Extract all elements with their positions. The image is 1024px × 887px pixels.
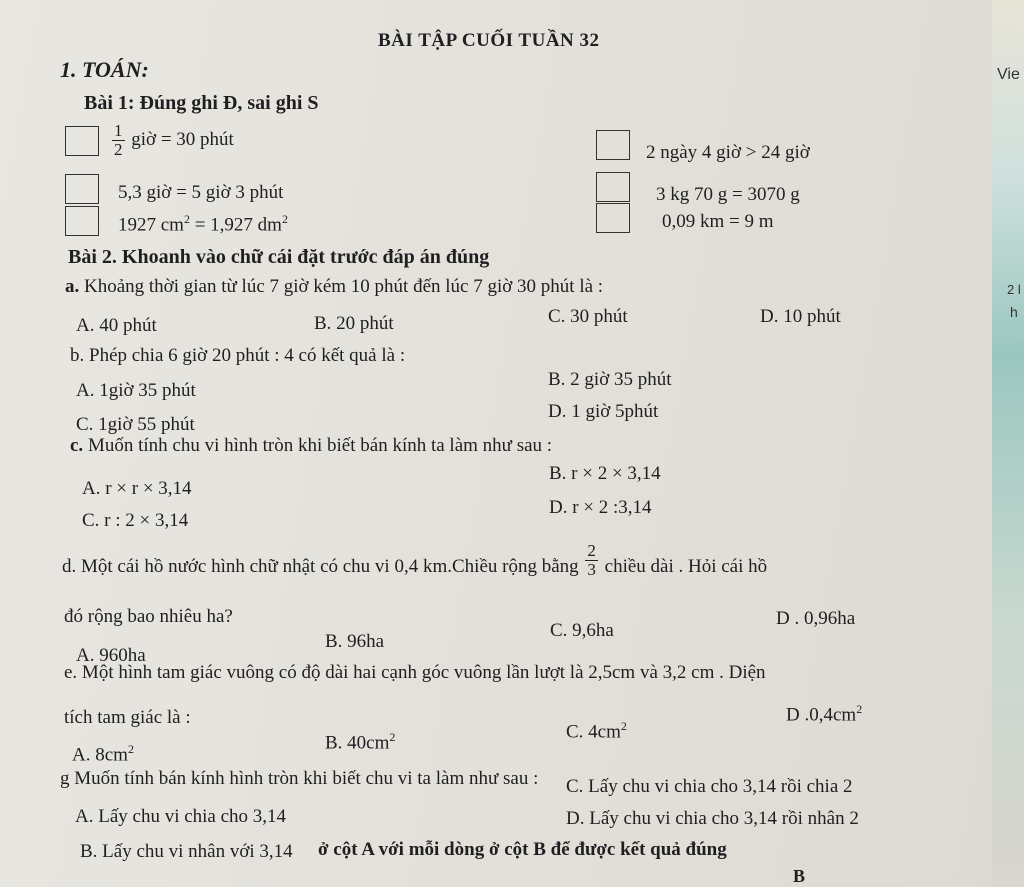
exercise-2-title: Bài 2. Khoanh vào chữ cái đặt trước đáp án đúng bbox=[68, 246, 490, 268]
question-e-cont: tích tam giác là : bbox=[64, 707, 191, 728]
page-edge-background bbox=[992, 0, 1024, 887]
option-b-C[interactable]: C. 1giờ 55 phút bbox=[76, 414, 195, 435]
question-c bbox=[70, 435, 552, 457]
edge-text-2: h bbox=[1010, 304, 1018, 320]
statement-text: 5,3 giờ = 5 giờ 3 phút bbox=[118, 182, 284, 203]
answer-box[interactable] bbox=[65, 126, 99, 156]
option-c-A[interactable]: A. r × r × 3,14 bbox=[82, 478, 192, 499]
fraction-numerator: 2 bbox=[587, 541, 596, 561]
answer-box[interactable] bbox=[65, 206, 99, 236]
question-text: chiều dài . Hỏi cái hồ bbox=[604, 556, 768, 577]
question-e: e. Một hình tam giác vuông có độ dài hai cạnh góc vuông lần lượt là 2,5cm và 3,2 cm . Diện bbox=[64, 662, 766, 683]
statement-text: 1927 cm bbox=[118, 214, 184, 236]
option-d-A[interactable]: A. 960ha bbox=[76, 645, 146, 666]
option-g-B[interactable]: B. Lấy chu vi nhân với 3,14 bbox=[80, 841, 293, 862]
edge-text-vie: Vie bbox=[997, 66, 1020, 83]
option-a-C[interactable]: C. 30 phút bbox=[548, 306, 628, 327]
exercise-1-title: Bài 1: Đúng ghi Đ, sai ghi S bbox=[84, 92, 319, 114]
option-g-C[interactable]: C. Lấy chu vi chia cho 3,14 rồi chia 2 bbox=[566, 776, 853, 797]
answer-box[interactable] bbox=[65, 174, 99, 204]
option-c-D[interactable]: D. r × 2 :3,14 bbox=[549, 497, 652, 518]
statement-text: 3 kg 70 g = 3070 g bbox=[656, 184, 800, 205]
question-b: b. Phép chia 6 giờ 20 phút : 4 có kết quả là : bbox=[70, 345, 406, 366]
superscript: 2 bbox=[389, 730, 396, 744]
fraction-numerator: 1 bbox=[114, 121, 123, 140]
option-d-D[interactable]: D . 0,96ha bbox=[776, 608, 856, 629]
section-heading: 1. TOÁN: bbox=[60, 57, 149, 82]
option-a-B[interactable]: B. 20 phút bbox=[314, 313, 394, 334]
question-d bbox=[62, 541, 768, 580]
answer-box[interactable] bbox=[596, 172, 630, 202]
option-b-B[interactable]: B. 2 giờ 35 phút bbox=[548, 369, 672, 390]
option-e-B[interactable] bbox=[325, 730, 395, 754]
question-text: d. Một cái hồ nước hình chữ nhật có chu vi 0,4 km.Chiều rộng bằng bbox=[62, 556, 579, 577]
option-a-A[interactable]: A. 40 phút bbox=[76, 315, 157, 336]
option-e-D[interactable] bbox=[786, 702, 862, 726]
option-b-A[interactable]: A. 1giờ 35 phút bbox=[76, 380, 196, 401]
option-e-A[interactable] bbox=[72, 742, 134, 766]
statement bbox=[110, 122, 234, 159]
statement-text: 0,09 km = 9 m bbox=[662, 211, 774, 232]
question-text: Khoảng thời gian từ lúc 7 giờ kém 10 phút đến lúc 7 giờ 30 phút là : bbox=[79, 276, 604, 297]
statement-text: 2 ngày 4 giờ > 24 giờ bbox=[646, 142, 810, 163]
question-label: c. bbox=[70, 435, 84, 456]
superscript: 2 bbox=[856, 702, 863, 716]
column-b-heading: B bbox=[793, 866, 806, 886]
superscript: 2 bbox=[620, 719, 627, 733]
fraction-denominator: 3 bbox=[587, 560, 596, 580]
option-text: A. 8cm bbox=[72, 744, 128, 766]
option-d-C[interactable]: C. 9,6ha bbox=[550, 620, 614, 641]
option-a-D[interactable]: D. 10 phút bbox=[760, 306, 841, 327]
option-g-D[interactable]: D. Lấy chu vi chia cho 3,14 rồi nhân 2 bbox=[566, 808, 859, 829]
question-g: g Muốn tính bán kính hình tròn khi biết chu vi ta làm như sau : bbox=[60, 768, 539, 789]
option-text: C. 4cm bbox=[566, 721, 621, 743]
question-d-cont: đó rộng bao nhiêu ha? bbox=[64, 606, 233, 627]
option-text: D .0,4cm bbox=[786, 704, 857, 726]
edge-text-1: 2 l bbox=[1007, 282, 1021, 297]
answer-box[interactable] bbox=[596, 203, 630, 233]
worksheet-title: BÀI TẬP CUỐI TUẦN 32 bbox=[378, 30, 600, 51]
statement-text: = 1,927 dm bbox=[189, 214, 282, 236]
option-b-D[interactable]: D. 1 giờ 5phút bbox=[548, 401, 659, 422]
fraction-denominator: 2 bbox=[114, 140, 123, 159]
superscript: 2 bbox=[281, 212, 288, 226]
option-c-C[interactable]: C. r : 2 × 3,14 bbox=[82, 510, 189, 531]
answer-box[interactable] bbox=[596, 130, 630, 160]
statement-text: giờ = 30 phút bbox=[131, 128, 234, 150]
question-text: Muốn tính chu vi hình tròn khi biết bán kính ta làm như sau : bbox=[83, 435, 553, 456]
question-a bbox=[65, 276, 603, 298]
option-e-C[interactable] bbox=[566, 719, 627, 743]
option-c-B[interactable]: B. r × 2 × 3,14 bbox=[549, 463, 661, 484]
superscript: 2 bbox=[183, 212, 190, 226]
question-label: a. bbox=[65, 276, 80, 297]
exercise-3-title-partial: ở cột A với mỗi dòng ở cột B để được kết quả đúng bbox=[318, 839, 727, 860]
superscript: 2 bbox=[127, 742, 134, 756]
fraction bbox=[585, 542, 598, 579]
statement bbox=[118, 212, 288, 236]
fraction bbox=[112, 122, 125, 159]
option-d-B[interactable]: B. 96ha bbox=[325, 631, 385, 652]
option-g-A[interactable]: A. Lấy chu vi chia cho 3,14 bbox=[75, 806, 287, 827]
option-text: B. 40cm bbox=[325, 732, 390, 754]
